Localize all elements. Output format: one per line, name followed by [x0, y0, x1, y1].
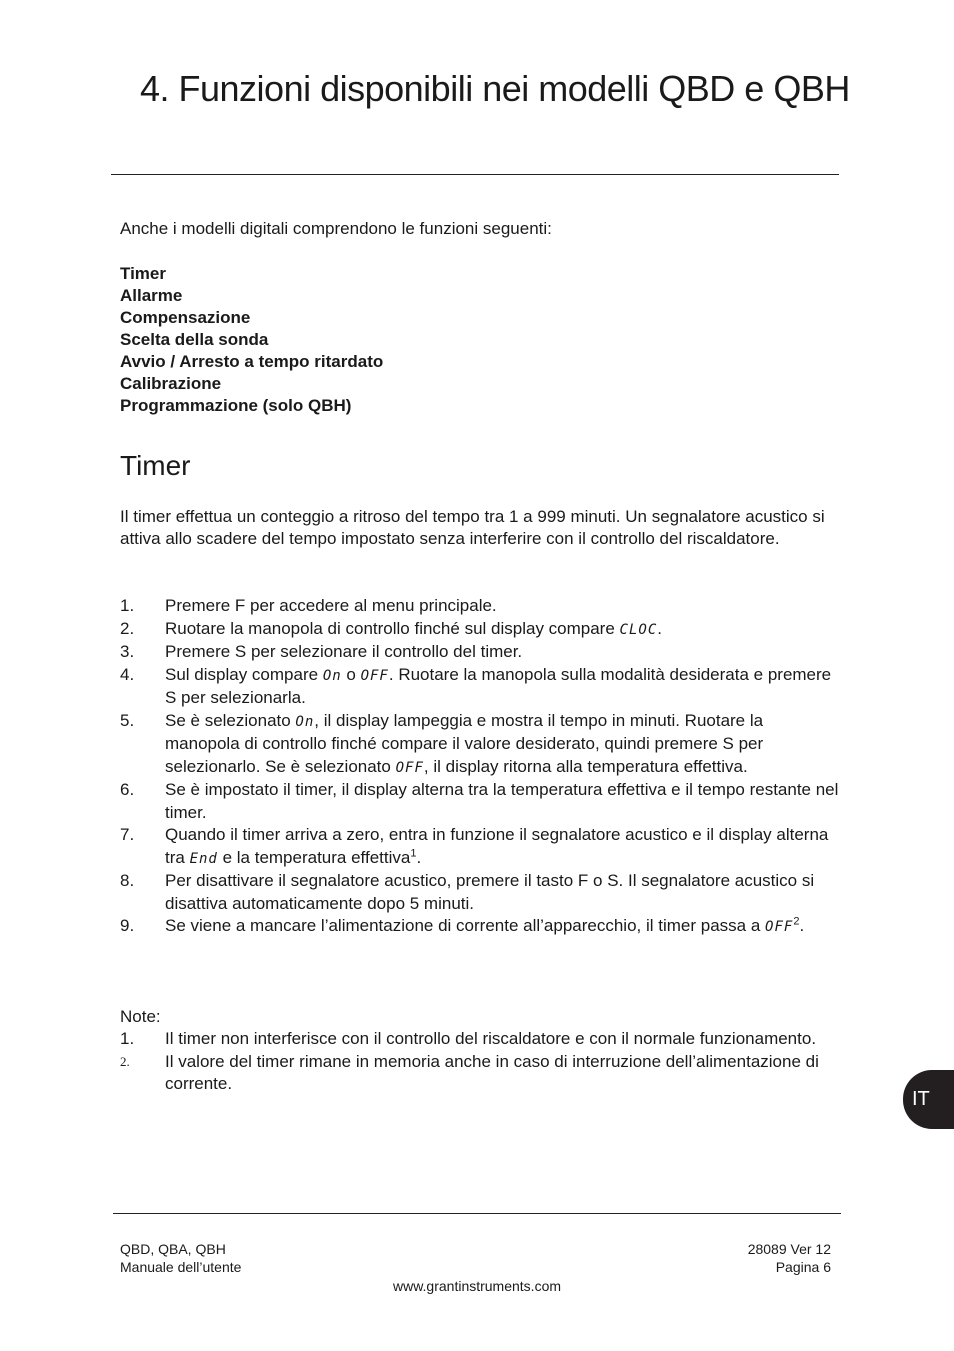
page-title: 4. Funzioni disponibili nei modelli QBD e QBH: [140, 68, 850, 109]
step-item: [120, 595, 840, 618]
step-text: . Ruotare la manopola sulla modalità desiderata e premere S per selezionarla.: [165, 664, 832, 707]
footer-models: QBD, QBA, QBH: [120, 1241, 226, 1257]
step-text: Sul display compare: [165, 664, 323, 684]
note-number: 1.: [120, 1029, 135, 1048]
feature-item: Programmazione (solo QBH): [120, 396, 352, 415]
footnote-ref: 2: [793, 915, 800, 928]
footnote-ref: 1: [410, 846, 417, 859]
feature-item: Compensazione: [120, 308, 251, 327]
note-text: Il valore del timer rimane in memoria anche in caso di interruzione dell’alimentazione di corrente.: [165, 1051, 819, 1093]
footer-manual: Manuale dell’utente: [120, 1259, 242, 1275]
footer-right: [748, 1240, 831, 1276]
footer-page-number: Pagina 6: [775, 1259, 831, 1275]
step-text: , il display lampeggia e mostra il tempo in minuti. Ruotare la manopola di controllo finché compare il valore desiderato, quindi premere S per selezionarlo. Se è selezionato: [165, 710, 764, 776]
step-text: Se è impostato il timer, il display alterna tra la temperatura effettiva e il tempo restante nel timer.: [165, 780, 839, 822]
step-number: 1.: [120, 596, 135, 615]
step-text: e la temperatura effettiva: [217, 847, 411, 867]
step-item: [120, 664, 840, 710]
step-item: [120, 710, 840, 780]
feature-item: Timer: [120, 264, 166, 283]
feature-item: Avvio / Arresto a tempo ritardato: [120, 352, 384, 371]
step-item: [120, 618, 840, 642]
timer-steps: [120, 595, 840, 939]
timer-description: Il timer effettua un conteggio a ritroso del tempo tra 1 a 999 minuti. Un segnalatore acustico si attiva allo scadere del tempo impostato senza interferire con il controllo del riscaldatore.: [120, 507, 825, 548]
feature-item: Calibrazione: [120, 374, 222, 393]
step-number: 7.: [120, 825, 135, 844]
note-item: [120, 1028, 840, 1051]
step-number: 9.: [120, 916, 135, 935]
feature-item: Scelta della sonda: [120, 330, 269, 349]
step-number: 3.: [120, 642, 135, 661]
step-number: 2.: [120, 618, 135, 638]
display-code-end: End: [189, 850, 218, 867]
footer-left: [120, 1240, 241, 1276]
step-number: 8.: [120, 871, 135, 890]
feature-list: [120, 263, 383, 417]
step-number: 5.: [120, 710, 135, 730]
step-item: [120, 870, 840, 915]
footer-doc-ref: 28089 Ver 12: [747, 1241, 831, 1257]
notes-label: Note:: [120, 1007, 161, 1026]
display-code-on: On: [295, 713, 315, 730]
feature-item: Allarme: [120, 286, 183, 305]
step-number: 6.: [120, 780, 135, 799]
note-item: [120, 1051, 840, 1096]
step-text: o: [341, 664, 361, 684]
display-code-off: OFF: [360, 667, 389, 684]
step-text: Ruotare la manopola di controllo finché sul display compare: [165, 618, 620, 638]
display-code-cloc: CLOC: [619, 621, 658, 638]
step-item: [120, 824, 840, 870]
notes-list: [120, 1028, 840, 1096]
footer-website: www.grantinstruments.com: [392, 1278, 562, 1294]
step-text: Quando il timer arriva a zero, entra in funzione il segnalatore acustico e il display alterna tra: [165, 825, 829, 867]
step-text: .: [416, 847, 422, 867]
display-code-on: On: [322, 667, 342, 684]
step-text: Premere F per accedere al menu principale.: [165, 596, 497, 615]
intro-text: Anche i modelli digitali comprendono le funzioni seguenti:: [120, 219, 552, 238]
display-code-off: OFF: [765, 919, 794, 935]
step-item: [120, 915, 840, 939]
step-text: Se è selezionato: [165, 710, 296, 730]
step-text: .: [657, 618, 662, 638]
note-number: 2.: [120, 1053, 130, 1069]
step-item: [120, 779, 840, 824]
display-code-off: OFF: [395, 759, 424, 776]
step-text: Premere S per selezionare il controllo del timer.: [165, 642, 523, 661]
title-divider: [111, 174, 839, 175]
step-item: [120, 641, 840, 664]
footer-divider: [113, 1213, 841, 1214]
step-number: 4.: [120, 664, 135, 684]
note-text: Il timer non interferisce con il controllo del riscaldatore e con il normale funzionamento.: [165, 1029, 817, 1048]
step-text: , il display ritorna alla temperatura effettiva.: [423, 756, 748, 776]
step-text: .: [799, 916, 805, 935]
step-text: Se viene a mancare l’alimentazione di corrente all’apparecchio, il timer passa a: [165, 916, 766, 935]
language-tab: IT: [903, 1070, 954, 1129]
section-heading-timer: Timer: [120, 450, 191, 481]
step-text: Per disattivare il segnalatore acustico, premere il tasto F o S. Il segnalatore acustico si disattiva automaticamente dopo 5 minuti.: [165, 871, 815, 913]
